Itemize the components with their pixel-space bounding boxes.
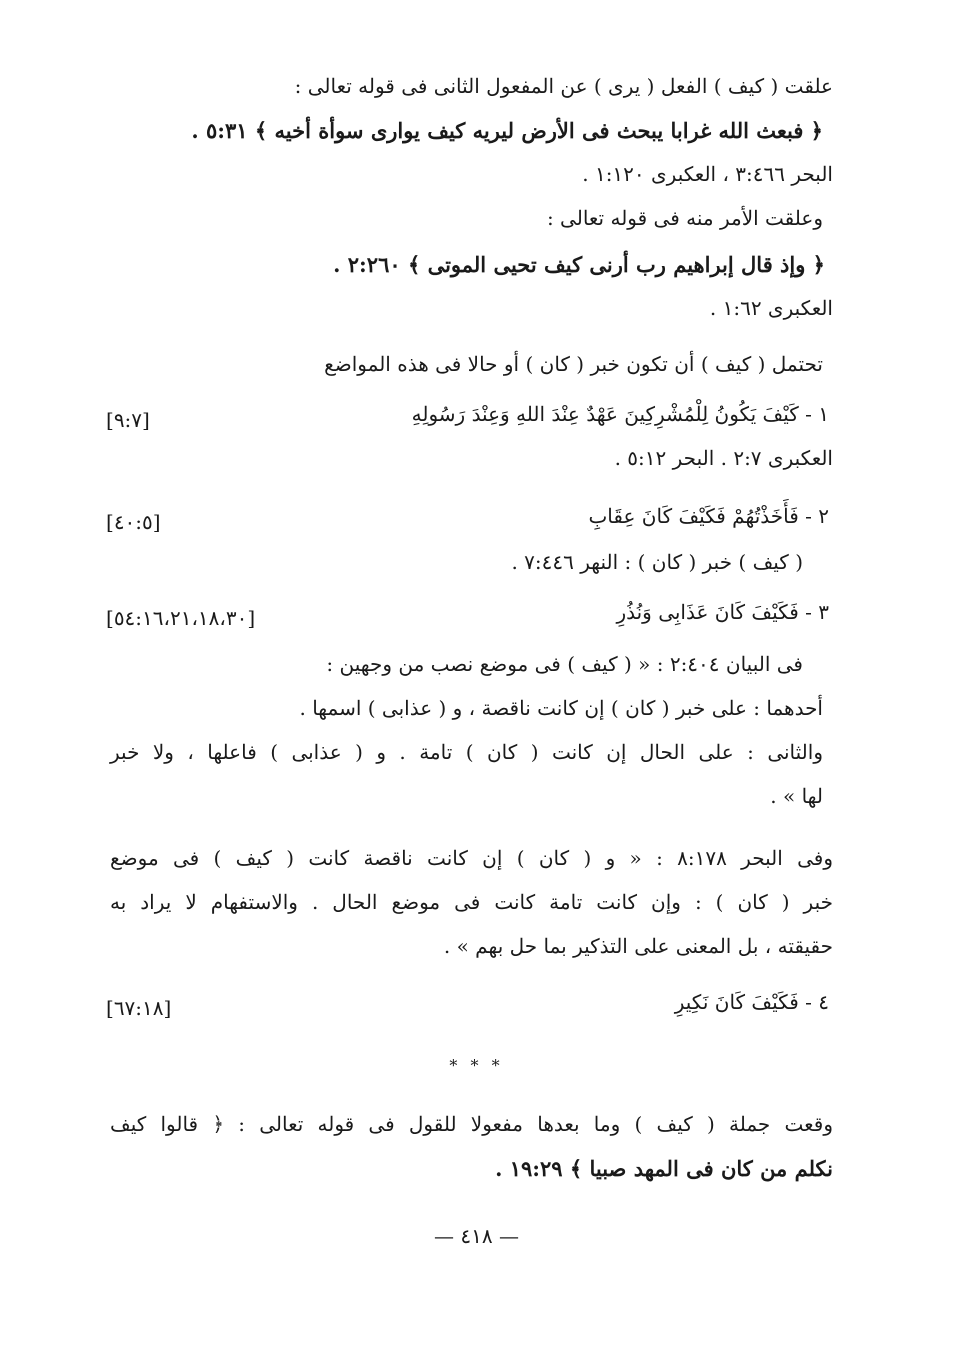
text-line-4: وعلقت الأمر منه فى قوله تعالى : [546, 206, 823, 230]
text-line-9: العكبرى ٢:٧ . البحر ٥:١٢ . [614, 446, 833, 470]
verse-ref-1: [٩:٧] [106, 408, 150, 432]
text-line-17: وفى البحر ٨:١٧٨ : « و ( كان ) إن كانت ناقصة كانت ( كيف ) فى موضع [110, 846, 833, 870]
verse-item-2: ٢ - فَأَخَذْتُهُمْ فَكَيْفَ كَانَ عِقَابِ [588, 504, 829, 528]
text-line-21: وقعت جملة ( كيف ) وما بعدها مفعولا للقول فى قوله تعالى : ﴿ قالوا كيف [110, 1112, 833, 1136]
verse-item-1: ١ - كَيْفَ يَكُونُ لِلْمُشْرِكِينَ عَهْدٌ عِنْدَ اللهِ وَعِنْدَ رَسُولِهِ [411, 402, 829, 426]
quran-verse-2: ﴿ وإذ قال إبراهيم رب أرنى كيف تحيى الموتى ﴾ ٢:٢٦٠ . [333, 252, 825, 277]
verse-ref-4: [٦٧:١٨] [106, 996, 172, 1020]
text-line-22: نكلم من كان فى المهد صبيا ﴾ ١٩:٢٩ . [495, 1156, 833, 1181]
text-line-1: علقت ( كيف ) الفعل ( يرى ) عن المفعول الثانى فى قوله تعالى : [294, 74, 833, 98]
text-line-19: حقيقته ، بل المعنى على التذكير بما حل بهم » . [443, 934, 833, 958]
text-line-16: لها » . [770, 784, 823, 808]
text-line-14: أحدهما : على خبر ( كان ) إن كانت ناقصة ، و ( عذابى ) اسمها . [299, 696, 823, 720]
verse-ref-3: [٥٤:١٦،٢١،١٨،٣٠] [106, 606, 256, 630]
verse-item-4: ٤ - فَكَيْفَ كَانَ نَكِيرِ [674, 990, 829, 1014]
text-line-13: فى البيان ٢:٤٠٤ : « ( كيف ) فى موضع نصب من وجهين : [326, 652, 803, 676]
text-line-15: والثانى : على الحال إن كانت ( كان ) تامة . و ( عذابى ) فاعلها ، ولا خبر [110, 740, 823, 764]
text-line-6: العكبرى ١:٦٢ . [709, 296, 833, 320]
verse-item-3: ٣ - فَكَيْفَ كَانَ عَذَابِى وَنُذُرِ [616, 600, 829, 624]
section-separator: * * * [449, 1056, 504, 1075]
text-line-18: خبر ( كان ) : وإن كانت تامة كانت فى موضع الحال . والاستفهام لا يراد به [110, 890, 833, 914]
text-line-11: ( كيف ) خبر ( كان ) : النهر ٧:٤٤٦ . [511, 550, 803, 574]
quran-verse-1: ﴿ فبعث الله غرابا يبحث فى الأرض ليريه كيف يوارى سوأة أخيه ﴾ ٥:٣١ . [191, 118, 823, 143]
text-line-3: البحر ٣:٤٦٦ ، العكبرى ١:١٢٠ . [582, 162, 833, 186]
page-number: — ٤١٨ — [434, 1224, 519, 1248]
text-line-7: تحتمل ( كيف ) أن تكون خبر ( كان ) أو حالا فى هذه المواضع [324, 352, 823, 376]
verse-ref-2: [٤٠:٥] [106, 510, 161, 534]
